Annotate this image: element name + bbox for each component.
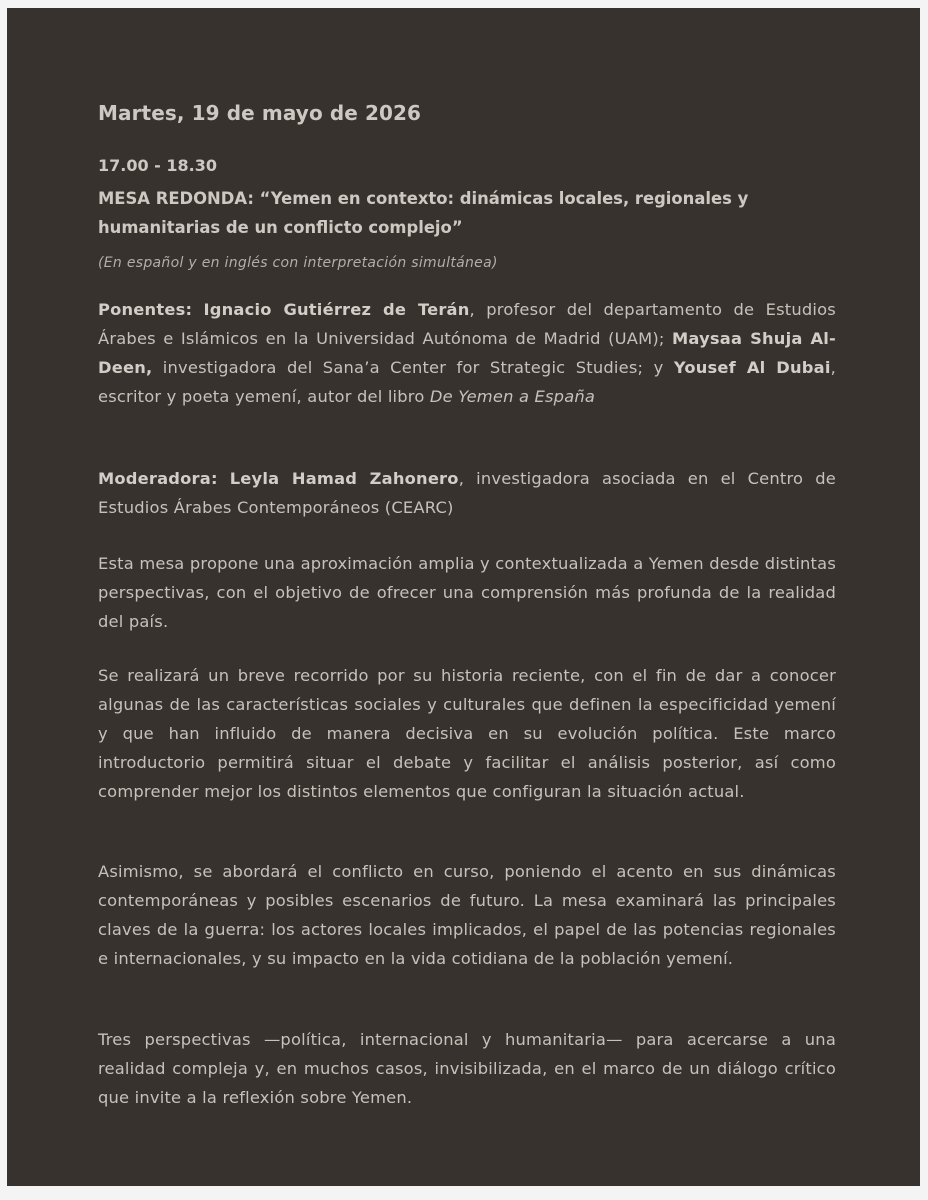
moderator-paragraph <box>98 464 836 522</box>
speakers-paragraph <box>98 295 836 411</box>
speaker-2-description: investigadora del Sana’a Center for Strategic Studies; y <box>152 358 674 377</box>
moderator-name: Leyla Hamad Zahonero <box>229 469 459 488</box>
book-title: De Yemen a España <box>429 387 596 406</box>
speaker-1-description: , profesor del departamento de Estudios Árabes e Islámicos en la Universidad Autónoma de Madrid (UAM); <box>98 300 836 348</box>
body-paragraph-4: Tres perspectivas —política, internacional y humanitaria— para acercarse a una realidad compleja y, en muchos casos, invisibilizada, en el marco de un diálogo crítico que invite a la reflexión sobre Yemen. <box>98 1030 836 1107</box>
body-paragraph-2: Se realizará un breve recorrido por su historia reciente, con el fin de dar a conocer algunas de las características sociales y culturales que definen la especificidad yemení y que han influido de manera decisiva en su evolución política. Este marco introductorio permitirá situar el debate y facilitar el análisis posterior, así como comprender mejor los distintos elementos que configuran la situación actual. <box>98 666 836 801</box>
moderator-description: , investigadora asociada en el Centro de Estudios Árabes Contemporáneos (CEARC) <box>98 469 836 517</box>
event-date: Martes, 19 de mayo de 2026 <box>98 101 422 125</box>
event-time: 17.00 - 18.30 <box>98 156 217 175</box>
speakers-label: Ponentes: <box>98 300 193 319</box>
event-title: MESA REDONDA: “Yemen en contexto: dinámicas locales, regionales y humanitarias de un conflicto complejo” <box>98 189 749 237</box>
speaker-3-description: , escritor y poeta yemení, autor del libro <box>98 358 837 406</box>
speaker-1-name: Ignacio Gutiérrez de Terán <box>203 300 470 319</box>
body-paragraph-3: Asimismo, se abordará el conflicto en curso, poniendo el acento en sus dinámicas contemporáneas y posibles escenarios de futuro. La mesa examinará las principales claves de la guerra: los actores locales implicados, el papel de las potencias regionales e internacionales, y su impacto en la vida cotidiana de la población yemení. <box>98 862 836 968</box>
event-card <box>7 8 920 1186</box>
body-paragraph-1: Esta mesa propone una aproximación amplia y contextualizada a Yemen desde distintas perspectivas, con el objetivo de ofrecer una comprensión más profunda de la realidad del país. <box>98 554 836 631</box>
moderator-label: Moderadora: <box>98 469 218 488</box>
speaker-3-name: Yousef Al Dubai <box>673 358 831 377</box>
language-note: (En español y en inglés con interpretación simultánea) <box>98 255 498 271</box>
speaker-2-name: Maysaa Shuja Al-Deen, <box>98 329 836 377</box>
